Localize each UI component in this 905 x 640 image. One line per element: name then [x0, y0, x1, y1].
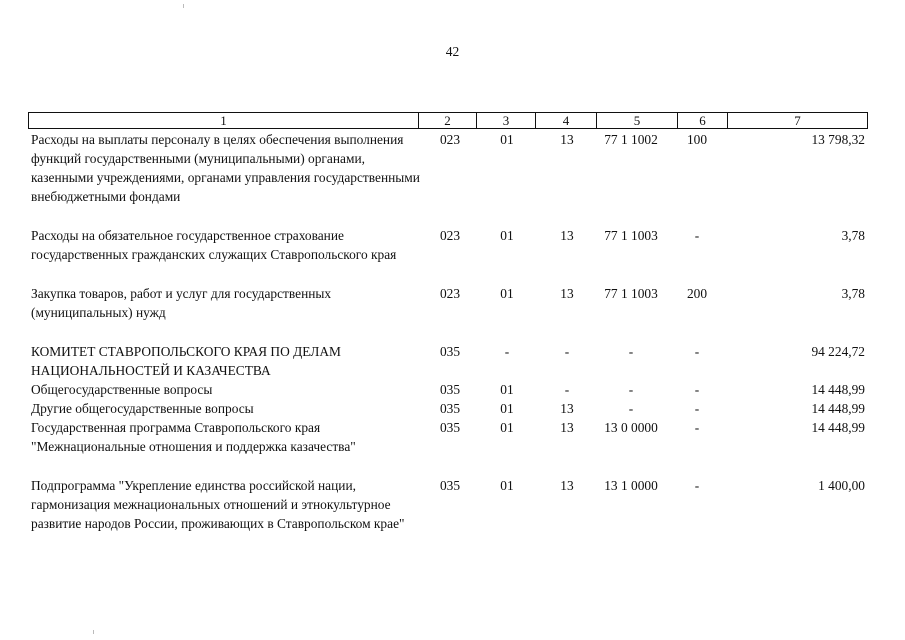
- row-col-4: 13: [560, 401, 574, 416]
- row-col-5: 13 1 0000: [604, 478, 658, 493]
- table-header: [28, 112, 868, 129]
- row-col-6: -: [694, 420, 700, 435]
- row-col-3: 01: [500, 286, 514, 301]
- row-col-2: 035: [439, 420, 461, 435]
- row-amount: 3,78: [841, 228, 865, 243]
- row-col-4: 13: [560, 420, 574, 435]
- row-col-4: -: [564, 382, 570, 397]
- row-name: Расходы на выплаты персоналу в целях обеспечения выполнения функций государственными (муниципальными) органами, казенными учреждениями, органами управления государственными внебюджетными фондами: [31, 132, 420, 204]
- row-col-2: 023: [439, 228, 461, 243]
- header-col-4: 4: [536, 113, 597, 128]
- scan-speck: [93, 630, 94, 634]
- row-col-4: 13: [560, 286, 574, 301]
- row-amount: 1 400,00: [818, 478, 865, 493]
- row-col-6: -: [694, 344, 700, 359]
- row-col-3: -: [504, 344, 510, 359]
- scan-speck: [183, 4, 184, 8]
- row-col-6: -: [694, 401, 700, 416]
- row-col-3: 01: [500, 228, 514, 243]
- row-name: Государственная программа Ставропольского края "Межнациональные отношения и поддержка казачества": [31, 420, 356, 454]
- row-amount: 94 224,72: [811, 344, 865, 359]
- row-amount: 14 448,99: [811, 382, 865, 397]
- row-col-5: -: [628, 382, 634, 397]
- row-col-2: 035: [439, 401, 461, 416]
- header-col-3: 3: [477, 113, 536, 128]
- header-col-7: 7: [794, 113, 801, 128]
- row-col-4: 13: [560, 132, 574, 147]
- row-amount: 3,78: [841, 286, 865, 301]
- row-col-4: 13: [560, 228, 574, 243]
- row-col-2: 035: [439, 478, 461, 493]
- row-col-2: 023: [439, 132, 461, 147]
- row-col-3: 01: [500, 132, 514, 147]
- row-col-5: -: [628, 344, 634, 359]
- row-col-5: 77 1 1003: [604, 228, 658, 243]
- row-name: Общегосударственные вопросы: [31, 382, 213, 397]
- row-col-6: -: [694, 382, 700, 397]
- row-col-4: -: [564, 344, 570, 359]
- row-amount: 13 798,32: [811, 132, 865, 147]
- row-col-3: 01: [500, 382, 514, 397]
- header-col-6: 6: [678, 113, 728, 128]
- row-col-3: 01: [500, 401, 514, 416]
- row-name: Закупка товаров, работ и услуг для государственных (муниципальных) нужд: [31, 286, 332, 320]
- row-col-6: 100: [686, 132, 708, 147]
- header-col-2: 2: [419, 113, 477, 128]
- row-col-6: -: [694, 228, 700, 243]
- row-col-2: 023: [439, 286, 461, 301]
- row-col-2: 035: [439, 344, 461, 359]
- row-col-3: 01: [500, 420, 514, 435]
- row-col-4: 13: [560, 478, 574, 493]
- row-col-6: -: [694, 478, 700, 493]
- row-col-2: 035: [439, 382, 461, 397]
- row-col-5: 77 1 1003: [604, 286, 658, 301]
- row-amount: 14 448,99: [811, 420, 865, 435]
- row-amount: 14 448,99: [811, 401, 865, 416]
- row-col-5: 13 0 0000: [604, 420, 658, 435]
- row-name: Подпрограмма "Укрепление единства российской нации, гармонизация межнациональных отношений и этнокультурное развитие народов России, проживающих в Ставропольском крае": [31, 478, 405, 531]
- row-name: Другие общегосударственные вопросы: [31, 401, 254, 416]
- row-col-5: -: [628, 401, 634, 416]
- row-col-6: 200: [686, 286, 708, 301]
- header-col-5: 5: [597, 113, 678, 128]
- page-number: 42: [445, 44, 460, 59]
- row-col-5: 77 1 1002: [604, 132, 658, 147]
- row-name: КОМИТЕТ СТАВРОПОЛЬСКОГО КРАЯ ПО ДЕЛАМ НАЦИОНАЛЬНОСТЕЙ И КАЗАЧЕСТВА: [31, 344, 341, 378]
- row-name: Расходы на обязательное государственное страхование государственных гражданских служащих Ставропольского края: [31, 228, 397, 262]
- header-col-1: 1: [29, 113, 419, 128]
- row-col-3: 01: [500, 478, 514, 493]
